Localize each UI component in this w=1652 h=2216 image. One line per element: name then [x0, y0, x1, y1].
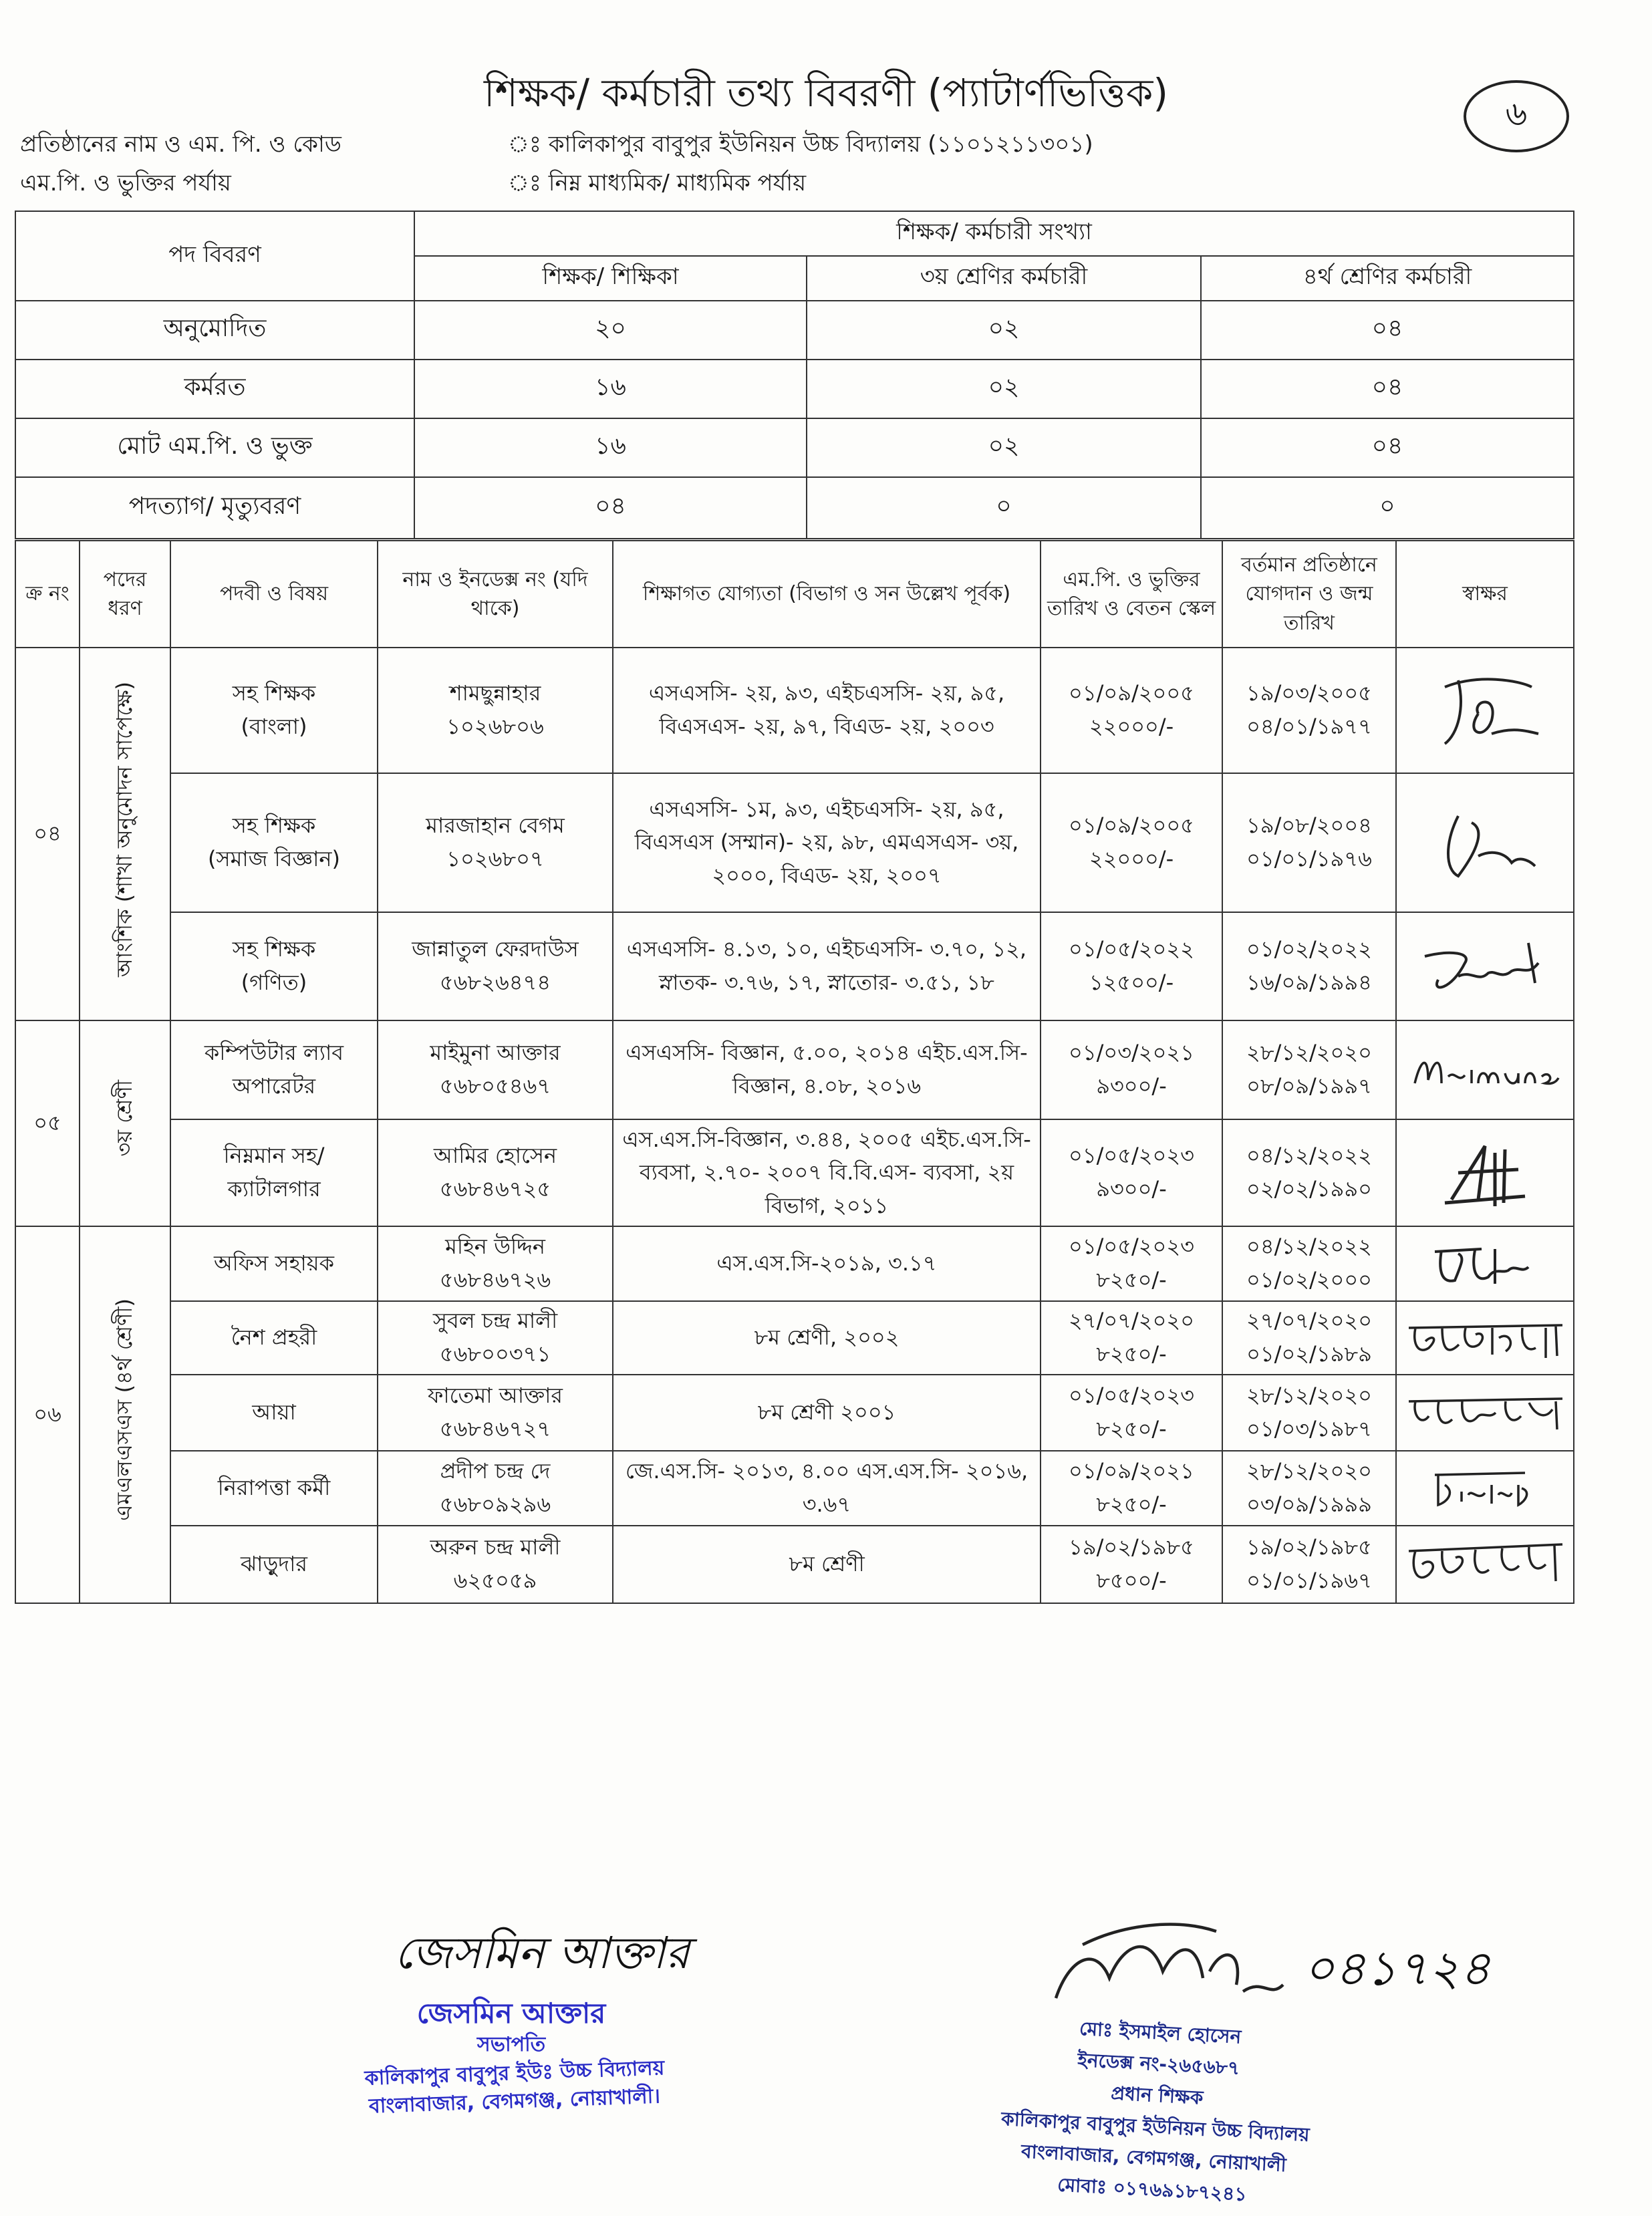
designation-cell — [170, 1119, 378, 1226]
signature-cell — [1396, 912, 1574, 1020]
summary-row-label: কর্মরত — [15, 360, 414, 418]
index-number: ৫৬৮২৬৪৭৪ — [439, 970, 551, 995]
summary-class4-count: ০৪ — [1201, 418, 1574, 477]
join-date: ১৯/০৩/২০০৫ — [1246, 680, 1372, 706]
dates-cell — [1222, 773, 1396, 912]
summary-header-post: পদ বিবরণ — [15, 211, 414, 301]
mpo-cell — [1041, 648, 1222, 773]
name-cell — [378, 1226, 613, 1301]
staff-name: প্রদীপ চন্দ্র দে — [440, 1458, 551, 1484]
table-row — [15, 1119, 1574, 1226]
group-post-type: আংশিক (শাখা অনুমোদন সাপেক্ষে) — [112, 681, 138, 977]
group-post-type: ৩য় শ্রেণী — [112, 1080, 138, 1157]
signature-image — [1418, 803, 1552, 883]
dates-cell — [1222, 1451, 1396, 1526]
index-number: ৫৬৮০৫৪৬৭ — [439, 1073, 551, 1099]
join-date: ২৮/১২/২০২০ — [1246, 1383, 1372, 1409]
designation: সহ শিক্ষক — [232, 936, 316, 962]
summary-row — [15, 301, 1574, 360]
signature-cell — [1396, 1226, 1574, 1301]
headmaster-index: ইনডেক্স নং-২৬৫৬৮৭ — [1077, 2048, 1240, 2080]
group-serial: ০৬ — [15, 1226, 80, 1603]
table-row — [15, 1526, 1574, 1603]
education: ৮ম শ্রেণী ২০০১ — [613, 1375, 1041, 1451]
subject: অপারেটর — [232, 1073, 316, 1099]
designation: ঝাড়ুদার — [240, 1551, 308, 1577]
headmaster-name: মোঃ ইসমাইল হোসেন — [1079, 2017, 1242, 2048]
headmaster-stamp — [964, 2009, 1348, 2216]
mpo-cell — [1041, 1451, 1222, 1526]
mpo-date: ০১/০৯/২০২১ — [1069, 1458, 1194, 1484]
summary-class3-count: ০ — [807, 477, 1201, 539]
mpo-date: ০১/০৫/২০২২ — [1069, 936, 1194, 962]
chair-org: কালিকাপুর বাবুপুর ইউঃ উচ্চ বিদ্যালয় — [364, 2056, 665, 2090]
education: এসএসসি- বিজ্ঞান, ৫.০০, ২০১৪ এইচ.এস.সি- বিজ্ঞান, ৪.০৮, ২০১৬ — [613, 1020, 1041, 1119]
signature-cell — [1396, 1119, 1574, 1226]
pay-scale: ৮২৫০/- — [1096, 1416, 1167, 1441]
education: এসএসসি- ৪.১৩, ১০, এইচএসসি- ৩.৭০, ১২, স্নাতক- ৩.৭৬, ১৭, স্নাতোর- ৩.৫১, ১৮ — [613, 912, 1041, 1020]
designation: নৈশ প্রহরী — [231, 1325, 317, 1351]
staff-name: ফাতেমা আক্তার — [427, 1383, 563, 1409]
pay-scale: ৮৫০০/- — [1096, 1568, 1167, 1593]
table-row — [15, 912, 1574, 1020]
index-number: ৫৬৮৪৬৭২৫ — [439, 1176, 551, 1202]
staff-name: আমির হোসেন — [433, 1143, 557, 1169]
headmaster-org: কালিকাপুর বাবুপুর ইউনিয়ন উচ্চ বিদ্যালয় — [1000, 2107, 1311, 2146]
staff-name: মারজাহান বেগম — [426, 813, 565, 839]
headmaster-signature-strokes — [1056, 1925, 1283, 1998]
summary-class4-count: ০৪ — [1201, 301, 1574, 360]
signature-image — [1431, 1133, 1538, 1213]
join-date: ০৪/১২/২০২২ — [1246, 1143, 1372, 1169]
staff-table — [15, 540, 1574, 1604]
signature-image — [1402, 1389, 1569, 1436]
designation-cell — [170, 1226, 378, 1301]
mpo-cell — [1041, 1119, 1222, 1226]
name-cell — [378, 1375, 613, 1451]
summary-header-teacher: শিক্ষক/ শিক্ষিকা — [414, 256, 807, 301]
designation: সহ শিক্ষক — [232, 813, 316, 839]
signature-cell — [1396, 1451, 1574, 1526]
name-cell — [378, 773, 613, 912]
birth-date: ০৮/০৯/১৯৯৭ — [1246, 1073, 1372, 1099]
birth-date: ০১/০৩/১৯৮৭ — [1246, 1416, 1372, 1441]
designation-cell — [170, 648, 378, 773]
summary-teacher-count: ১৬ — [414, 360, 807, 418]
pay-scale: ২২০০০/- — [1089, 846, 1174, 871]
pay-scale: ৮২৫০/- — [1096, 1267, 1167, 1292]
pay-scale: ৯৩০০/- — [1096, 1176, 1167, 1202]
dates-cell — [1222, 1226, 1396, 1301]
designation-cell — [170, 912, 378, 1020]
header-designation: পদবী ও বিষয় — [170, 541, 378, 648]
table-row — [15, 1451, 1574, 1526]
designation-cell — [170, 1020, 378, 1119]
index-number: ৫৬৮০৯২৯৬ — [439, 1492, 551, 1517]
table-row — [15, 1301, 1574, 1375]
chair-name: জেসমিন আক্তার — [416, 1997, 606, 2030]
page-number: ৬ — [1505, 94, 1528, 133]
name-cell — [378, 1020, 613, 1119]
summary-header-group: শিক্ষক/ কর্মচারী সংখ্যা — [414, 211, 1574, 256]
summary-class3-count: ০২ — [807, 418, 1201, 477]
mpo-cell — [1041, 1020, 1222, 1119]
summary-class4-count: ০ — [1201, 477, 1574, 539]
index-number: ১০২৬৮০৭ — [446, 846, 544, 871]
join-date: ০১/০২/২০২২ — [1246, 936, 1372, 962]
birth-date: ০২/০২/১৯৯০ — [1246, 1176, 1372, 1202]
signature-cell — [1396, 648, 1574, 773]
designation-cell — [170, 1526, 378, 1603]
birth-date: ১৬/০৯/১৯৯৪ — [1246, 970, 1372, 995]
group-serial: ০৪ — [15, 648, 80, 1020]
mpo-cell — [1041, 912, 1222, 1020]
designation: অফিস সহায়ক — [213, 1250, 335, 1276]
birth-date: ০১/০১/১৯৬৭ — [1246, 1568, 1372, 1593]
summary-teacher-count: ০৪ — [414, 477, 807, 539]
pay-scale: ৮২৫০/- — [1096, 1492, 1167, 1517]
mpo-date: ০১/০৫/২০২৩ — [1069, 1234, 1194, 1260]
name-cell — [378, 1526, 613, 1603]
designation: সহ শিক্ষক — [232, 680, 316, 706]
mpo-date: ০১/০৯/২০০৫ — [1069, 813, 1194, 839]
education: জে.এস.সি- ২০১৩, ৪.০০ এস.এস.সি- ২০১৬, ৩.৬৭ — [613, 1451, 1041, 1526]
dates-cell — [1222, 648, 1396, 773]
birth-date: ০৪/০১/১৯৭৭ — [1246, 714, 1372, 739]
index-number: ৫৬৮০০৩৭১ — [439, 1341, 551, 1367]
dates-cell — [1222, 1020, 1396, 1119]
table-row — [15, 1226, 1574, 1301]
chair-title: সভাপতি — [476, 2033, 546, 2056]
summary-header-class4: ৪র্থ শ্রেণির কর্মচারী — [1201, 256, 1574, 301]
signature-image — [1425, 1465, 1545, 1512]
name-cell — [378, 648, 613, 773]
join-date: ১৯/০৮/২০০৪ — [1246, 813, 1372, 839]
summary-row — [15, 360, 1574, 418]
level-value: ঃ নিম্ন মাধ্যমিক/ মাধ্যমিক পর্যায় — [508, 170, 807, 196]
summary-table — [15, 211, 1574, 539]
staff-name: মাইমুনা আক্তার — [430, 1040, 561, 1066]
birth-date: ০১/০২/২০০০ — [1246, 1267, 1372, 1292]
summary-header-class3: ৩য় শ্রেণির কর্মচারী — [807, 256, 1201, 301]
dates-cell — [1222, 1301, 1396, 1375]
designation-cell — [170, 773, 378, 912]
name-cell — [378, 912, 613, 1020]
dates-cell — [1222, 912, 1396, 1020]
join-date: ২৮/১২/২০২০ — [1246, 1458, 1372, 1484]
institution-value: ঃ কালিকাপুর বাবুপুর ইউনিয়ন উচ্চ বিদ্যালয় (১১০১২১১৩০১) — [508, 131, 1093, 158]
join-date: ১৯/০২/১৯৮৫ — [1246, 1534, 1372, 1560]
education: এসএসসি- ১ম, ৯৩, এইচএসসি- ২য়, ৯৫, বিএসএস (সম্মান)- ২য়, ৯৮, এমএসএস- ৩য়, ২০০০, বিএড- ২য়, ২০০৭ — [613, 773, 1041, 912]
header-serial: ক্র নং — [15, 541, 80, 648]
mpo-cell — [1041, 1375, 1222, 1451]
summary-row-label: অনুমোদিত — [15, 301, 414, 360]
subject: (সমাজ বিজ্ঞান) — [208, 846, 340, 871]
summary-row-label: মোট এম.পি. ও ভুক্ত — [15, 418, 414, 477]
header-join-birth: বর্তমান প্রতিষ্ঠানে যোগদান ও জন্ম তারিখ — [1222, 541, 1396, 648]
table-row — [15, 648, 1574, 773]
subject: (গণিত) — [241, 970, 307, 995]
index-number: ৬২৫০৫৯ — [453, 1568, 537, 1593]
page-number-circle — [1464, 80, 1569, 152]
summary-row-label: পদত্যাগ/ মৃত্যুবরণ — [15, 477, 414, 539]
pay-scale: ৮২৫০/- — [1096, 1341, 1167, 1367]
table-row — [15, 1020, 1574, 1119]
designation-cell — [170, 1375, 378, 1451]
designation: নিম্নমান সহ/ — [223, 1143, 325, 1169]
subject: (বাংলা) — [241, 714, 307, 739]
mpo-date: ০১/০৩/২০২১ — [1069, 1040, 1194, 1066]
pay-scale: ৯৩০০/- — [1096, 1073, 1167, 1099]
chair-handwritten-text: জেসমিন আক্তার — [394, 1927, 690, 1979]
signature-cell — [1396, 1375, 1574, 1451]
birth-date: ০৩/০৯/১৯৯৯ — [1246, 1492, 1372, 1517]
mpo-date: ১৯/০২/১৯৮৫ — [1069, 1534, 1194, 1560]
staff-name: অরুন চন্দ্র মালী — [430, 1534, 561, 1560]
staff-name: সুবল চন্দ্র মালী — [432, 1308, 558, 1334]
index-number: ৫৬৮৪৬৭২৭ — [439, 1416, 551, 1441]
mpo-cell — [1041, 1301, 1222, 1375]
dates-cell — [1222, 1526, 1396, 1603]
staff-name: মহিন উদ্দিন — [445, 1234, 545, 1260]
pay-scale: ১২৫০০/- — [1089, 970, 1174, 995]
subject: ক্যাটালগার — [227, 1176, 321, 1202]
header-post-type: পদের ধরণ — [80, 541, 170, 648]
summary-row — [15, 477, 1574, 539]
signature-cell — [1396, 1301, 1574, 1375]
summary-class3-count: ০২ — [807, 360, 1201, 418]
mpo-date: ০১/০৫/২০২৩ — [1069, 1383, 1194, 1409]
signature-image — [1428, 1237, 1542, 1290]
signature-image — [1408, 1043, 1562, 1097]
table-row — [15, 773, 1574, 912]
index-number: ১০২৬৮০৬ — [446, 714, 544, 739]
pay-scale: ২২০০০/- — [1089, 714, 1174, 739]
designation: আয়া — [252, 1399, 296, 1425]
mpo-date: ২৭/০৭/২০২০ — [1068, 1308, 1194, 1334]
birth-date: ০১/০২/১৯৮৯ — [1246, 1341, 1372, 1367]
designation: কম্পিউটার ল্যাব — [204, 1040, 344, 1066]
mpo-date: ০১/০৫/২০২৩ — [1069, 1143, 1194, 1169]
join-date: ২৭/০৭/২০২০ — [1246, 1308, 1372, 1334]
headmaster-signature — [1043, 1905, 1550, 2032]
header-signature: স্বাক্ষর — [1396, 541, 1574, 648]
chair-address: বাংলাবাজার, বেগমগঞ্জ, নোয়াখালী। — [368, 2084, 661, 2118]
mpo-cell — [1041, 773, 1222, 912]
dates-cell — [1222, 1119, 1396, 1226]
signature-cell — [1396, 1526, 1574, 1603]
signature-image — [1402, 1314, 1569, 1361]
staff-name: শামছুন্নাহার — [449, 680, 541, 706]
header-mpo-date: এম.পি. ও ভুক্তির তারিখ ও বেতন স্কেল — [1041, 541, 1222, 648]
summary-row — [15, 418, 1574, 477]
signature-image — [1402, 1538, 1569, 1591]
summary-class4-count: ০৪ — [1201, 360, 1574, 418]
education: ৮ম শ্রেণী, ২০০২ — [613, 1301, 1041, 1375]
education: ৮ম শ্রেণী — [613, 1526, 1041, 1603]
mpo-date: ০১/০৯/২০০৫ — [1069, 680, 1194, 706]
headmaster-handwritten-number: ০৪১৭২৪ — [1303, 1940, 1491, 1996]
summary-teacher-count: ১৬ — [414, 418, 807, 477]
staff-name: জান্নাতুল ফেরদাউস — [412, 936, 579, 962]
name-cell — [378, 1301, 613, 1375]
group-serial: ০৫ — [15, 1020, 80, 1226]
table-row — [15, 1375, 1574, 1451]
chair-handwritten-signature — [394, 1911, 742, 1991]
designation-cell — [170, 1451, 378, 1526]
institution-label: প্রতিষ্ঠানের নাম ও এম. পি. ও কোড — [20, 131, 341, 158]
headmaster-title: প্রধান শিক্ষক — [1110, 2082, 1204, 2109]
summary-teacher-count: ২০ — [414, 301, 807, 360]
summary-class3-count: ০২ — [807, 301, 1201, 360]
signature-image — [1418, 667, 1552, 754]
designation: নিরাপত্তা কর্মী — [217, 1475, 331, 1501]
headmaster-mobile: মোবাঃ ০১৭৬৯১৮৭২৪১ — [1057, 2173, 1248, 2206]
mpo-cell — [1041, 1526, 1222, 1603]
join-date: ২৮/১২/২০২০ — [1246, 1040, 1372, 1066]
name-cell — [378, 1451, 613, 1526]
group-post-type: এমএলএসএস (৪র্থ শ্রেণী) — [112, 1298, 138, 1522]
signature-cell — [1396, 773, 1574, 912]
signature-cell — [1396, 1020, 1574, 1119]
birth-date: ০১/০১/১৯৭৬ — [1246, 846, 1372, 871]
name-cell — [378, 1119, 613, 1226]
index-number: ৫৬৮৪৬৭২৬ — [439, 1267, 551, 1292]
level-label: এম.পি. ও ভুক্তির পর্যায় — [20, 170, 231, 196]
signature-image — [1411, 930, 1558, 1003]
dates-cell — [1222, 1375, 1396, 1451]
education: এস.এস.সি-২০১৯, ৩.১৭ — [613, 1226, 1041, 1301]
join-date: ০৪/১২/২০২২ — [1246, 1234, 1372, 1260]
headmaster-address: বাংলাবাজার, বেগমগঞ্জ, নোয়াখালী — [1020, 2140, 1287, 2177]
education: এস.এস.সি-বিজ্ঞান, ৩.৪৪, ২০০৫ এইচ.এস.সি- ব্যবসা, ২.৭০- ২০০৭ বি.বি.এস- ব্যবসা, ২য় বিভাগ, ২০১১ — [613, 1119, 1041, 1226]
header-education: শিক্ষাগত যোগ্যতা (বিভাগ ও সন উল্লেখ পূর্বক) — [613, 541, 1041, 648]
header-name-index: নাম ও ইনডেক্স নং (যদি থাকে) — [378, 541, 613, 648]
education: এসএসসি- ২য়, ৯৩, এইচএসসি- ২য়, ৯৫, বিএসএস- ২য়, ৯৭, বিএড- ২য়, ২০০৩ — [613, 648, 1041, 773]
page-title: শিক্ষক/ কর্মচারী তথ্য বিবরণী (প্যাটার্ণভিত্তিক) — [483, 70, 1168, 116]
mpo-cell — [1041, 1226, 1222, 1301]
designation-cell — [170, 1301, 378, 1375]
